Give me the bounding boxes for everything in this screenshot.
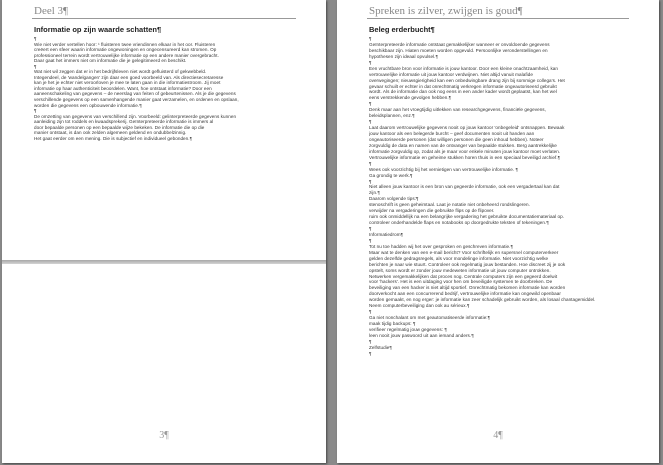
- text-line: Daar gaat het immers niet om informatie die je gelegitimeerd en beschikt.: [34, 58, 187, 64]
- text-line: Geïnterpreteerde informatie ontstaat gemakkelijker wanneer er onvoldoende gegevens: [369, 41, 550, 47]
- text-line: gelden dezelfde gedragsregels, als voor mondelinge informatie. Niet voorzichtig welke: [369, 255, 549, 261]
- text-line: Wie niet verder vertellen hoor: ¹ fluisteren twee vriendinnen elkaar in het oor. Fluisteren: [34, 41, 216, 47]
- text-line: jouw kantoor als een belegerde burcht – geef documenten nooit uit handen aan: [369, 131, 535, 136]
- text-line: Tot nu toe hadden wij het over gesproken en geschreven informatie.¶: [369, 243, 513, 249]
- text-line: aaneenschakeling van gegevens – de neerslag van feiten of gebeurtenissen. Als je die gegevens: [34, 91, 236, 97]
- text-line: professioneel terrein wordt vertrouwelijke informatie op een andere manier overgebracht.: [34, 52, 219, 58]
- body-text[interactable]: [34, 36, 302, 141]
- text-line: ¶: [369, 160, 372, 166]
- text-line: worden die gegevens een opbouwende informatie.¶: [34, 102, 142, 108]
- text-line: kan je het je echter niet veroorloven je mee te laten gaan in die informatiestroom. Jij moet: [34, 80, 221, 86]
- text-line: zijn.¶: [369, 190, 380, 196]
- document-page-left[interactable]: [2, 0, 326, 463]
- text-line: ongeautoriseerde personen (dat willigen personen die geen inhoud hebben). Noteer: [369, 136, 544, 142]
- text-line: ¶: [369, 226, 372, 231]
- text-line: ¶: [369, 119, 372, 125]
- page-number: 3¶: [159, 430, 169, 441]
- text-line: ¶: [369, 338, 372, 344]
- text-line: ¶: [369, 36, 372, 41]
- text-line: voor 'hackers'. Het is een uitdaging voor hen om beveiligde systemen te doorbreken. De: [369, 279, 553, 285]
- text-line: Wees ook voorzichtig bij het vernietigen van vertrouwelijke informatie. ¶: [369, 166, 519, 172]
- text-line: maak tijdig backups: ¶: [369, 321, 416, 326]
- text-line: controleer onderhandelde flaps en notabooks op doorgedrukte teksten of tekeningen.¶: [369, 220, 549, 226]
- text-line: De omzetting van gegevens van verschillend zijn. Voorbeeld: gelinterpreteerde gegevens kunnen: [34, 113, 237, 119]
- text-line: opstelt, soms wordt er zonder jouw medeweten informatie uit jouw computer ontrokken.: [369, 267, 551, 273]
- text-line: Informatiedrom¶: [369, 231, 404, 237]
- text-line: Integendeel, de 'wandelgangen' zijn daar een goed voorbeeld van. Als directiesecretaresse: [34, 74, 224, 80]
- text-line: ¶: [369, 350, 372, 356]
- text-line: Ga niet nonchalant om met geautomatiseerde informatie:¶: [369, 315, 491, 321]
- text-line: stenoschrift is geen geheimtaal. Laat je notatie niet onbeheerd rondslingeren.: [369, 202, 530, 208]
- text-line: Vertrouwelijke informatie en geheime stukken horen thuis in een speciaal beveiligd archief.¶: [369, 154, 561, 160]
- text-line: ¶: [369, 237, 372, 243]
- document-page-right[interactable]: [337, 0, 659, 463]
- text-line: informatie zorgvuldig op, zodat als je maar voor enkele minuten jouw kantoor moet verlaten.: [369, 148, 561, 154]
- section-heading: Beleg erderbucht¶: [369, 25, 435, 34]
- text-line: hypothesen zijn ideaal opvulsel.¶: [369, 53, 438, 59]
- section-heading: Informatie op zijn waarde schatten¶: [34, 25, 162, 34]
- text-line: Ga grondig te werk.¶: [369, 172, 413, 178]
- text-line: wordt. Als de informatie dan ook nog eens in een ander kader wordt geplaatst, kan het wel: [369, 89, 557, 95]
- text-line: berichten je naar wie stuurt. Controleer ook regelmatig jouw bestanden. Hoe discreet zij je ook: [369, 261, 566, 267]
- text-line: doorverkocht aan een concurrerend bedrijf, vertrouwelijke informatie kan ongewild openbaar: [369, 291, 561, 297]
- text-line: Neem computerbeveiliging dan ook au sérieux.¶: [369, 303, 470, 309]
- text-line: leen nooit jouw paswoord uit aan iemand anders.¶: [369, 332, 474, 338]
- header-rule: [32, 18, 296, 19]
- text-line: beveiliging van een hacker is niet altijd sportief. Onrechtmatig bekomen informatie kan worden: [369, 285, 566, 291]
- page-number: 4¶: [493, 430, 503, 441]
- text-line: Netwerken vergemakkelijken dat proces nog. Centrale computers zijn een gegeerd doelwit: [369, 273, 558, 279]
- text-line: gevaar schuilt er echter in dat onrechtmatig verkregen informatie ongeautoriseerd gebruikt: [369, 83, 557, 89]
- text-line: Maar wat te denken van een e-mail bericht? Voor schriftelijk en supersnel computerverkeer: [369, 249, 559, 255]
- text-line: ¶: [34, 63, 37, 69]
- text-line: aanleiding zijn tot roddels en kwaadsprekerij. Geïnterpreteerde informatie is immers al: [34, 119, 214, 125]
- text-line: overwegingen; nieuwsgierigheid kan een onbedwingbare drang zijn bij sommige collega's. Het: [369, 77, 565, 83]
- text-line: Niet alleen jouw kantoor is een bron van gegeerde informatie, ook een vergadertaal kan dat: [369, 184, 560, 190]
- text-line: door bepaalde personen op een bepaalde wijze bekeken. De informatie die op die: [34, 124, 205, 130]
- part-title: Spreken is zilver, zwijgen is goud¶: [369, 5, 523, 17]
- text-line: Daarom volgende tips:¶: [369, 196, 419, 202]
- text-line: eens verstrekkende gevolgen hebben.¶: [369, 95, 452, 101]
- text-line: Denk maar aan het vroegtijdig uitlekken van researchgegevens, financiële gegevens,: [369, 107, 546, 113]
- text-line: Een vruchtbare bron voor informatie is jouw kantoor. Door een kleine onachtzaamheid, kan: [369, 65, 559, 71]
- text-line: vertrouwelijke informatie uit jouw kantoor verdwijnen. Niet altijd vanuit malafide: [369, 71, 533, 77]
- text-line: beleidsplannen, enz.¶: [369, 113, 415, 119]
- part-title: Deel 3¶: [34, 5, 68, 17]
- text-line: zorgvuldig de data en namen van de ontvanger van bepaalde stukken. Berg aantrekkelijke: [369, 142, 557, 148]
- text-line: verschillende gegevens op een samenhangende manier gaat verzamelen, en ordenen en opslaan,: [34, 97, 239, 103]
- text-line: ¶: [369, 59, 372, 65]
- text-line: worden gemaakt, en nog erger: je informatie kan zeer schadelijk gebruikt worden, als losaal chantagemiddel.: [369, 297, 596, 303]
- text-line: manier ontstaat, is dan ook zelden algemeen geldend en ondubbelzinnig.: [34, 130, 187, 136]
- text-line: creëert een sfeer waarin informatie ongewoningen en ongecensureerd kan stromen. Op: [34, 47, 217, 53]
- text-line: verwijder na vergaderingen die gebruikte flips op de flipover.: [369, 208, 495, 214]
- text-line: ruim ook onmiddellijk na een belangrijke vergadering het gebruikte documentatiemateriaal op.: [369, 214, 565, 220]
- text-line: verifieer regelmatig jouw gegevens: ¶: [369, 326, 447, 332]
- text-line: Laat daarom vertrouwelijke gegevens nooit op jouw kantoor 'onbegeleid' ontsnappen. Bewaak: [369, 125, 565, 131]
- text-line: ¶: [34, 108, 37, 114]
- text-line: beschikbaar zijn. Hiaten moeten worden opgevuld. Persoonlijke veronderstellingen en: [369, 47, 548, 53]
- header-rule: [367, 18, 629, 19]
- page-break-divider: [2, 260, 326, 264]
- text-line: Het gaat eerder om een mening. Die is subjectief en individueel gebonden.¶: [34, 135, 193, 141]
- text-line: ¶: [369, 101, 372, 107]
- body-text[interactable]: [369, 36, 639, 357]
- text-line: ¶: [369, 178, 372, 184]
- text-line: Zelfstudie¶: [369, 344, 392, 350]
- text-line: ¶: [34, 36, 37, 41]
- text-line: ¶: [369, 309, 372, 315]
- text-line: Wat niet wil zeggen dat er in het bedrijfsleven niet wordt gefluisterd of gekwebbeld.: [34, 69, 207, 75]
- text-line: informatie op haar authenticiteit beoordelen. Want, hoe ontstaat informatie? Door een: [34, 85, 212, 91]
